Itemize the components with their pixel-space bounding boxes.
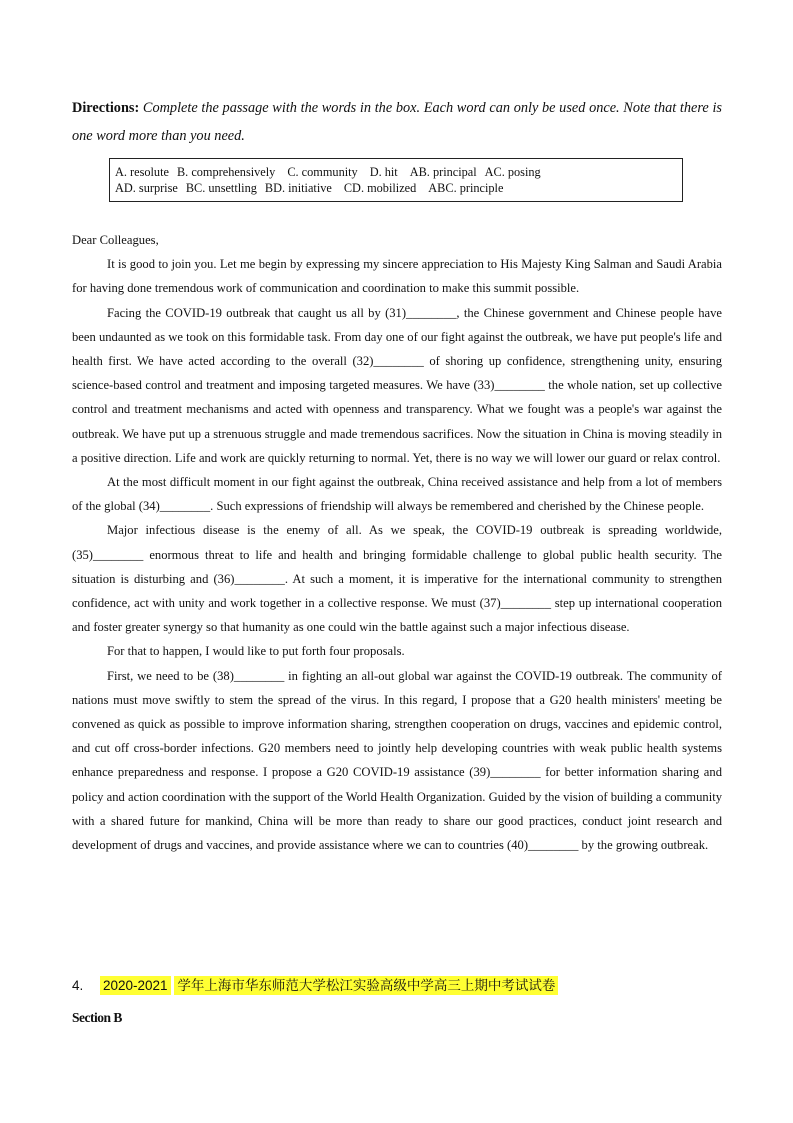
word-option: A. resolute [115, 165, 169, 179]
source-title: 学年上海市华东师范大学松江实验高级中学高三上期中考试试卷 [174, 976, 558, 995]
directions-label: Directions: [72, 100, 140, 116]
word-option: AD. surprise [115, 181, 178, 195]
paragraph: Facing the COVID-19 outbreak that caught us all by (31)________, the Chinese government and Chinese people have been undaunted as we took on this formidable task. From day one of our fight against the outbreak, we have put people's life and health first. We have acted according to the overall (32)________ of shoring up confidence, strengthening unity, ensuring science-based control and treatment and imposing targeted measures. We have (33)________ the whole nation, set up collective control and treatment mechanisms and acted with openness and transparency. What we fought was a people's war against the outbreak. We have put up a strenuous struggle and made tremendous sacrifices. Now the situation in China is moving steadily in a positive direction. Life and work are quickly returning to normal. Yet, there is no way we will lower our guard or relax control. [72, 305, 722, 465]
next-question-heading [72, 976, 558, 996]
word-option: AC. posing [484, 165, 541, 179]
word-option: ABC. principle [428, 181, 504, 195]
word-option: BD. initiative [264, 181, 332, 195]
source-year: 2020-2021 [100, 976, 171, 995]
salutation: Dear Colleagues, [72, 233, 159, 247]
paragraph: Major infectious disease is the enemy of all. As we speak, the COVID-19 outbreak is spreading worldwide, (35)________ enormous threat to life and health and bringing formidable challenge to global public health security. The situation is disturbing and (36)________. At such a moment, it is imperative for the international community to strengthen confidence, act with unity and work together in a collective response. We must (37)________ step up international cooperation and foster greater synergy so that humanity as one could win the battle against such a major infectious disease. [72, 523, 722, 635]
word-option: C. community [287, 165, 358, 179]
document-page [72, 94, 722, 857]
word-box-row-1 [115, 164, 676, 180]
section-title: Section B [72, 1010, 122, 1025]
word-option: CD. mobilized [343, 181, 417, 195]
word-option: D. hit [369, 165, 398, 179]
word-box [109, 158, 683, 202]
letter-body [72, 228, 722, 857]
word-option: B. comprehensively [176, 165, 276, 179]
word-option: AB. principal [409, 165, 477, 179]
question-number: 4. [72, 978, 84, 993]
paragraph: It is good to join you. Let me begin by expressing my sincere appreciation to His Majesty King Salman and Saudi Arabia for having done tremendous work of communication and coordination to make this summit possible. [72, 257, 722, 296]
word-option: BC. unsettling [185, 181, 257, 195]
paragraph: For that to happen, I would like to put forth four proposals. [107, 644, 405, 659]
word-box-row-2 [115, 180, 676, 196]
directions-text: Complete the passage with the words in the box. Each word can only be used once. Note that there is one word more than you need. [72, 100, 722, 144]
paragraph: First, we need to be (38)________ in fighting an all-out global war against the COVID-19 outbreak. The community of nations must move swiftly to stem the spread of the virus. In this regard, I propose that a G20 health ministers' meeting be convened as quick as possible to improve information sharing, strengthen cooperation on drugs, vaccines and epidemic control, and cut off cross-border infections. G20 members need to jointly help developing countries with weak public health systems enhance preparedness and response. I propose a G20 COVID-19 assistance (39)________ for better information sharing and policy and action coordination with the support of the World Health Organization. Guided by the vision of building a community with a shared future for mankind, China will be more than ready to share our good practices, conduct joint research and development of drugs and vaccines, and provide assistance where we can to countries (40)________ by the growing outbreak. [72, 668, 722, 853]
paragraph: At the most difficult moment in our fight against the outbreak, China received assistance and help from a lot of members of the global (34)________. Such expressions of friendship will always be remembered and cherished by the Chinese people. [72, 475, 722, 514]
directions [72, 94, 722, 150]
